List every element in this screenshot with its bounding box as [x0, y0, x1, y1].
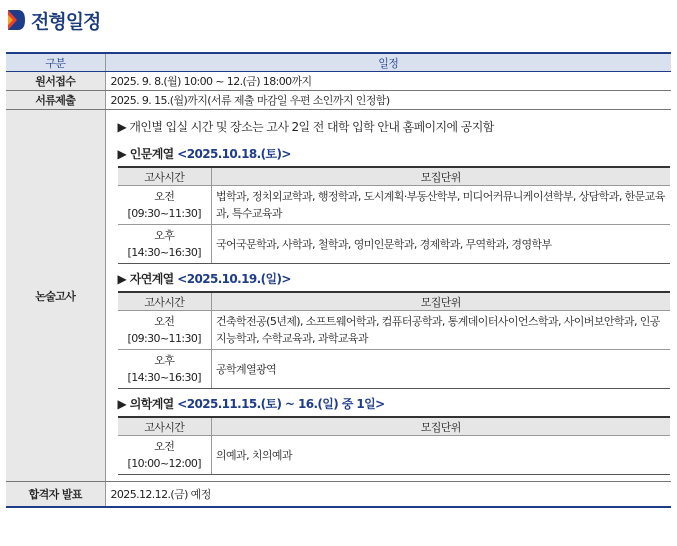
period: 오전: [154, 440, 175, 453]
sub-header-time: 고사시간: [118, 417, 212, 436]
row-value: 2025.12.12.(금) 예정: [105, 482, 671, 508]
units: 법학과, 정치외교학과, 행정학과, 도시계획·부동산학부, 미디어커뮤니케이션학부, 상담학과, 한문교육과, 특수교육과: [212, 186, 670, 225]
exam-time: [118, 225, 212, 264]
row-label: 합격자 발표: [6, 482, 105, 508]
exam-time: [118, 311, 212, 350]
units: 공학계열광역: [212, 350, 670, 389]
exam-details: [105, 110, 671, 482]
logo-icon: [6, 9, 26, 31]
table-row-exam: [6, 110, 671, 482]
units: 건축학전공(5년제), 소프트웨어학과, 컴퓨터공학과, 통계데이터사이언스학과, 사이버보안학과, 인공지능학과, 수학교육과, 과학교육과: [212, 311, 670, 350]
row-label: 논술고사: [6, 110, 105, 482]
list-item: [118, 225, 670, 264]
time-range: [09:30~11:30]: [127, 332, 201, 345]
row-label: 원서접수: [6, 72, 105, 91]
list-item: [118, 350, 670, 389]
section-name: ▶ 인문계열: [117, 147, 178, 161]
page-title: 전형일정: [31, 10, 101, 33]
sub-table-science: [118, 291, 670, 389]
list-item: [118, 311, 670, 350]
sub-header-time: 고사시간: [118, 292, 212, 311]
units: 국어국문학과, 사학과, 철학과, 영미인문학과, 경제학과, 무역학과, 경영학부: [212, 225, 670, 264]
sub-header-unit: 모집단위: [212, 417, 670, 436]
section-name: ▶ 의학계열: [117, 397, 178, 411]
section-date: <2025.10.18.(토)>: [177, 147, 291, 161]
section-name: ▶ 자연계열: [117, 272, 178, 286]
header-schedule: 일정: [105, 53, 671, 72]
period: 오후: [154, 229, 175, 242]
title-row: [6, 4, 100, 36]
table-row: [6, 482, 671, 508]
section-date: <2025.11.15.(토) ~ 16.(일) 중 1일>: [177, 397, 385, 411]
schedule-table: [6, 52, 671, 508]
period: 오전: [154, 315, 175, 328]
list-item: [118, 186, 670, 225]
sub-table-medicine: [118, 416, 670, 475]
row-label: 서류제출: [6, 91, 105, 110]
exam-time: [118, 350, 212, 389]
sub-header-unit: 모집단위: [212, 167, 670, 186]
section-title: [118, 145, 666, 162]
row-value: 2025. 9. 15.(월)까지(서류 제출 마감일 우편 소인까지 인정함): [105, 91, 671, 110]
exam-note: ▶ 개인별 입실 시간 및 장소는 고사 2일 전 대학 입학 안내 홈페이지에 공지함: [117, 120, 494, 134]
section-title: [118, 270, 666, 287]
period: 오후: [154, 354, 175, 367]
section-date: <2025.10.19.(일)>: [177, 272, 291, 286]
sub-header-time: 고사시간: [118, 167, 212, 186]
exam-time: [118, 436, 212, 475]
period: 오전: [154, 190, 175, 203]
time-range: [14:30~16:30]: [127, 371, 201, 384]
list-item: [118, 436, 670, 475]
time-range: [14:30~16:30]: [127, 246, 201, 259]
table-row: [6, 72, 671, 91]
time-range: [10:00~12:00]: [127, 457, 201, 470]
time-range: [09:30~11:30]: [127, 207, 201, 220]
sub-header-unit: 모집단위: [212, 292, 670, 311]
sub-table-humanities: [118, 166, 670, 264]
table-header: [6, 53, 671, 72]
exam-time: [118, 186, 212, 225]
units: 의예과, 치의예과: [212, 436, 670, 475]
table-row: [6, 91, 671, 110]
section-title: [118, 395, 666, 412]
row-value: 2025. 9. 8.(월) 10:00 ~ 12.(금) 18:00까지: [105, 72, 671, 91]
header-category: 구분: [6, 53, 105, 72]
